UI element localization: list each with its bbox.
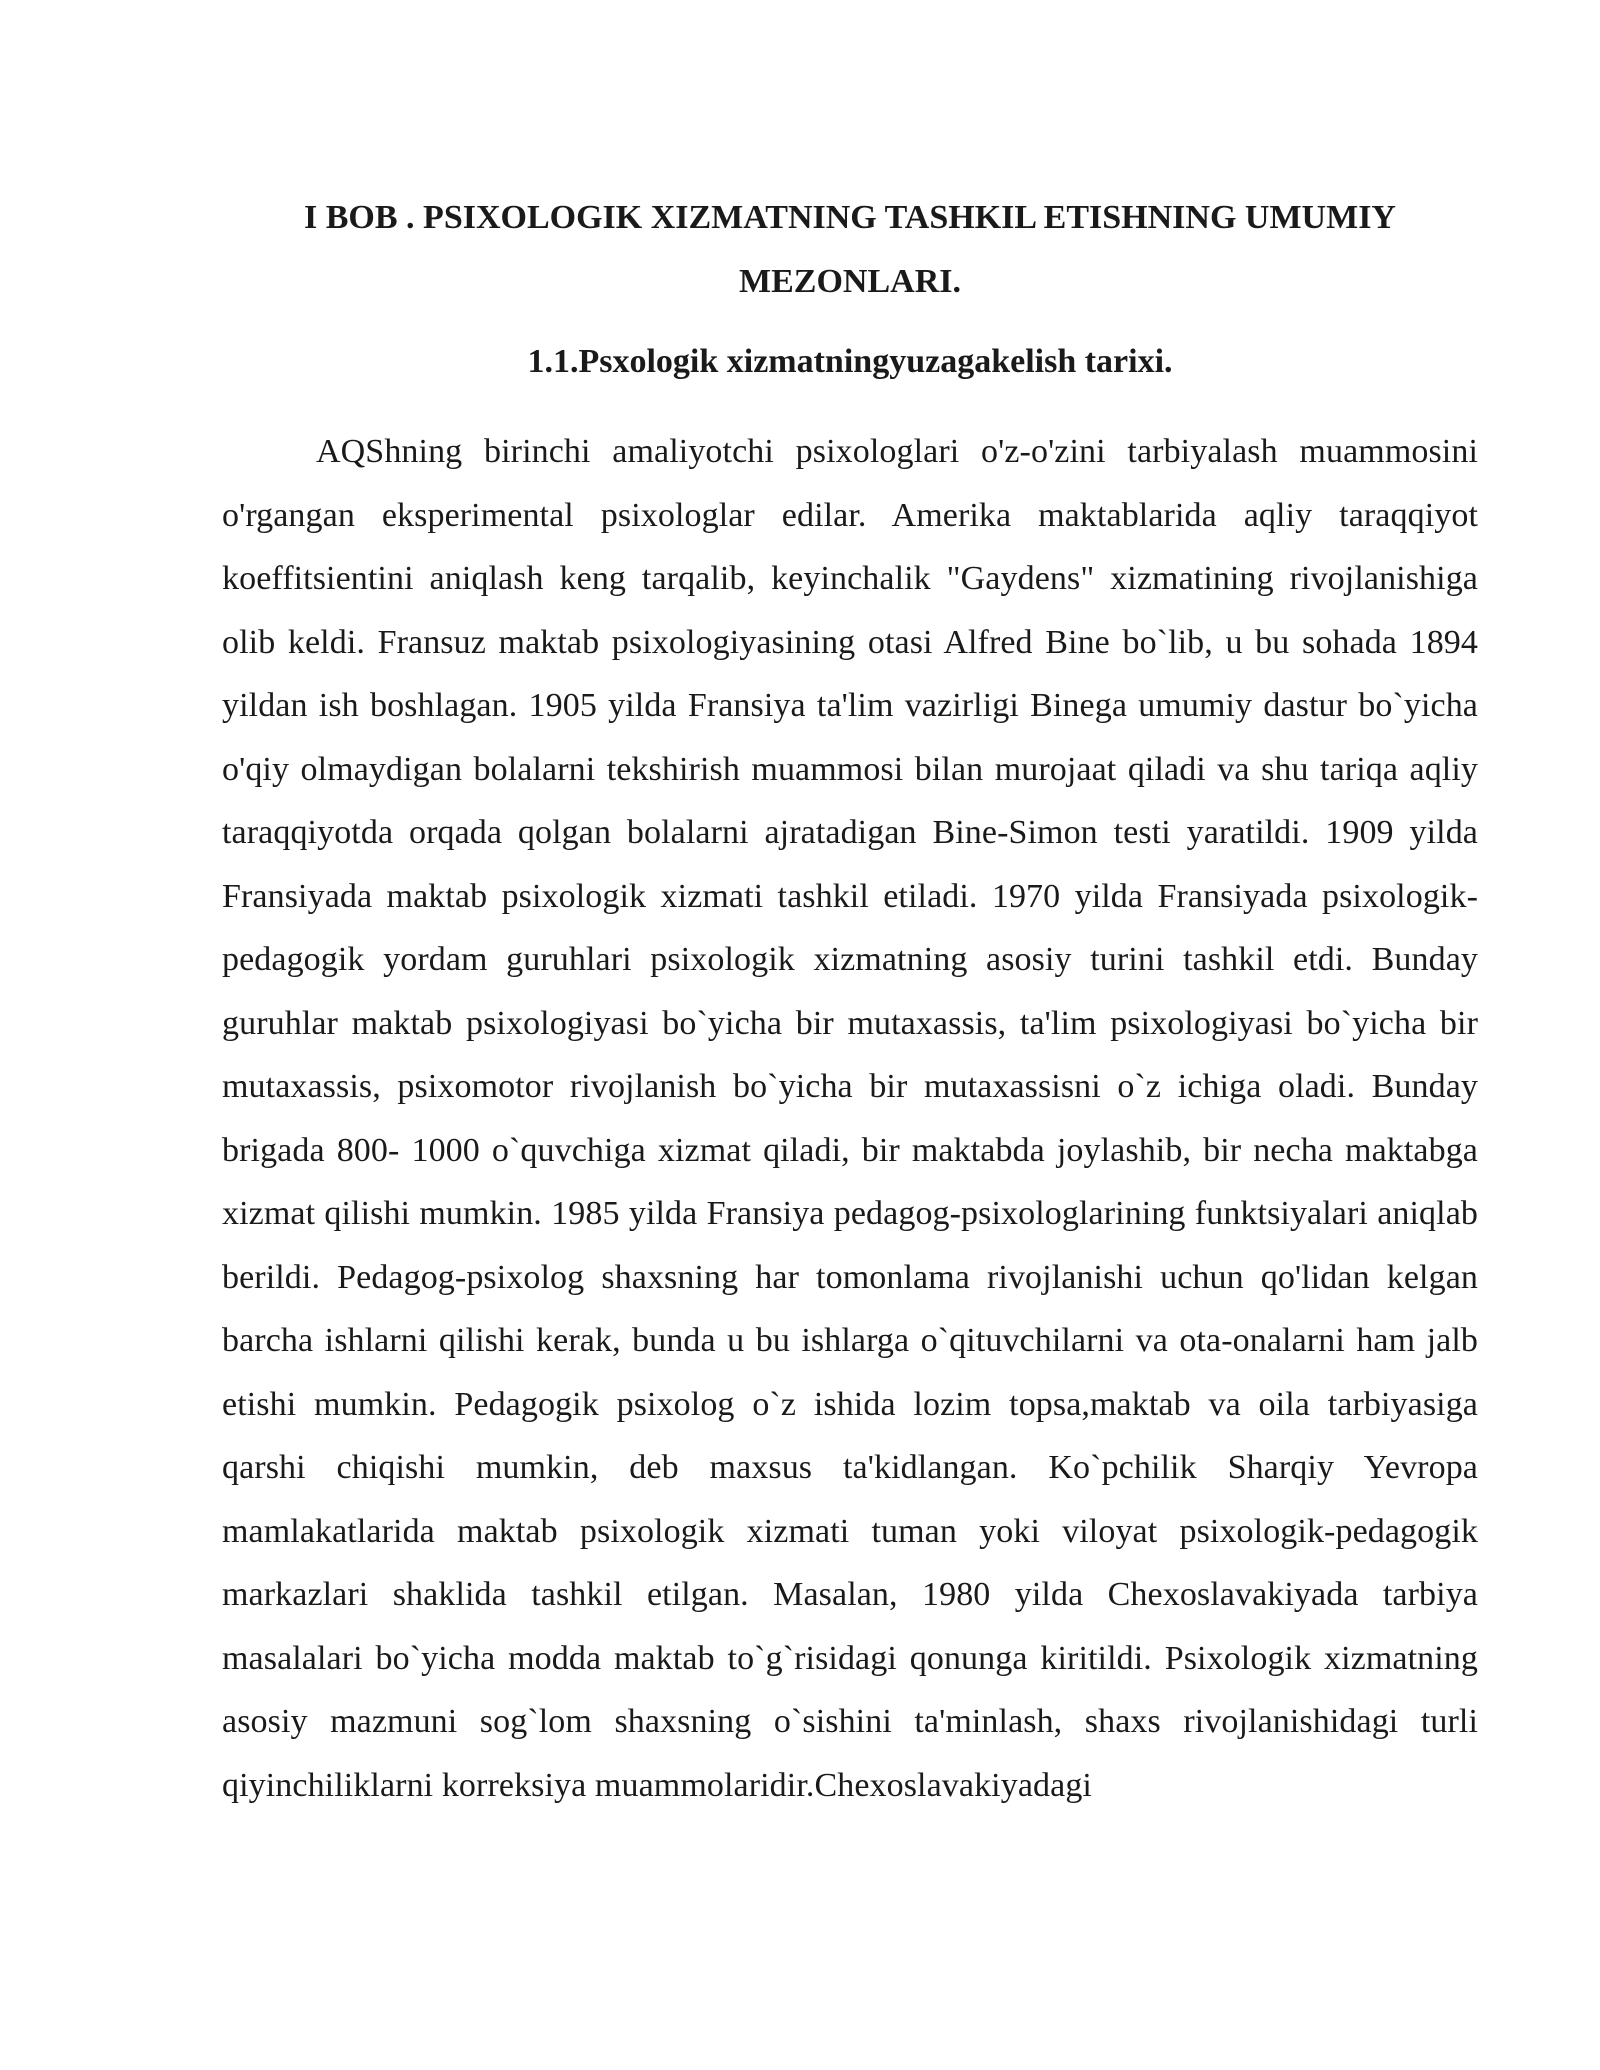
section-title (222, 330, 1478, 394)
section-title-period: . (1164, 343, 1173, 380)
chapter-title: I BOB . PSIXOLOGIK XIZMATNING TASHKIL ETISHNING UMUMIY MEZONLARI. (304, 199, 1396, 300)
body-paragraph: AQShning birinchi amaliyotchi psixologlari o'z-o'zini tarbiyalash muammosini o'rgangan eksperimental psixologlar edilar. Amerika maktablarida aqliy taraqqiyot koeffitsientini aniqlash keng tarqalib, keyinchalik "Gaydens" xizmatining rivojlanishiga olib keldi. Fransuz maktab psixologiyasining otasi Alfred Bine bo`lib, u bu sohada 1894 yildan ish boshlagan. 1905 yilda Fransiya ta'lim vazirligi Binega umumiy dastur bo`yicha o'qiy olmaydigan bolalarni tekshirish muammosi bilan murojaat qiladi va shu tariqa aqliy taraqqiyotda orqada qolgan bolalarni ajratadigan Bine-Simon testi yaratildi. 1909 yilda Fransiyada maktab psixologik xizmati tashkil etiladi. 1970 yilda Fransiyada psixologik-pedagogik yordam guruhlari psixologik xizmatning asosiy turini tashkil etdi. Bunday guruhlar maktab psixologiyasi bo`yicha bir mutaxassis, ta'lim psixologiyasi bo`yicha bir mutaxassis, psixomotor rivojlanish bo`yicha bir mutaxassisni o`z ichiga oladi. Bunday brigada 800- 1000 o`quvchiga xizmat qiladi, bir maktabda joylashib, bir necha maktabga xizmat qilishi mumkin. 1985 yilda Fransiya pedagog-psixologlarining funktsiyalari aniqlab berildi. Pedagog-psixolog shaxsning har tomonlama rivojlanishi uchun qo'lidan kelgan barcha ishlarni qilishi kerak, bunda u bu ishlarga o`qituvchilarni va ota-onalarni ham jalb etishi mumkin. Pedagogik psixolog o`z ishida lozim topsa,maktab va oila tarbiyasiga qarshi chiqishi mumkin, deb maxsus ta'kidlangan. Ko`pchilik Sharqiy Yevropa mamlakatlarida maktab psixologik xizmati tuman yoki viloyat psixologik-pedagogik markazlari shaklida tashkil etilgan. Masalan, 1980 yilda Chexoslavakiyada tarbiya masalalari bo`yicha modda maktab to`g`risidagi qonunga kiritildi. Psixologik xizmatning asosiy mazmuni sog`lom shaxsning o`sishini ta'minlash, shaxs rivojlanishidagi turli qiyinchiliklarni korreksiya muammolaridir.Chexoslavakiyadagi (222, 433, 1478, 1804)
section-title-text: 1.1.Psxologik xizmatningyuzagakelish tarixi (527, 343, 1165, 380)
